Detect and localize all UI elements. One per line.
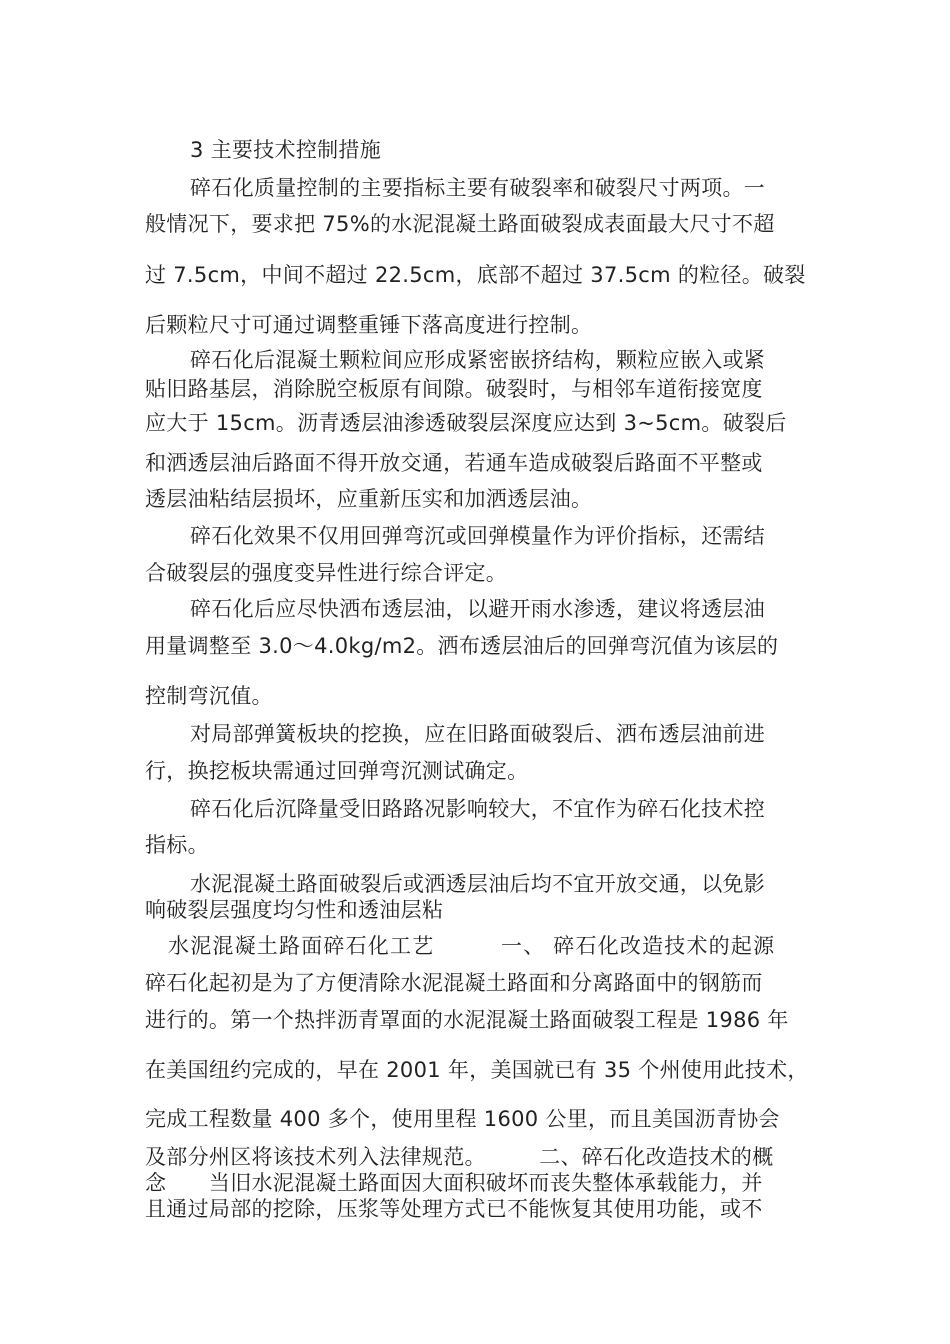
text-line: 透层油粘结层损坏，应重新压实和加洒透层油。 (145, 487, 593, 511)
text-line: 贴旧路基层，消除脱空板原有间隙。破裂时，与相邻车道衔接宽度 (145, 377, 763, 401)
section-heading: 3 主要技术控制措施 (190, 138, 382, 162)
text-line: 般情况下，要求把 75%的水泥混凝土路面破裂成表面最大尺寸不超 (145, 212, 775, 236)
text-line: 指标。 (145, 833, 209, 857)
text-line: 碎石化后混凝土颗粒间应形成紧密嵌挤结构，颗粒应嵌入或紧 (190, 348, 766, 372)
text-line: 过 7.5cm，中间不超过 22.5cm，底部不超过 37.5cm 的粒径。破裂 (145, 263, 806, 287)
text-line: 和洒透层油后路面不得开放交通，若通车造成破裂后路面不平整或 (145, 451, 763, 475)
text-line: 及部分州区将该技术列入法律规范。 二、碎石化改造技术的概 (145, 1145, 774, 1169)
text-line: 进行的。第一个热拌沥青罩面的水泥混凝土路面破裂工程是 1986 年 (145, 1008, 789, 1032)
text-line: 行，换挖板块需通过回弹弯沉测试确定。 (145, 759, 529, 783)
text-line: 碎石化起初是为了方便清除水泥混凝土路面和分离路面中的钢筋而 (145, 971, 763, 995)
text-line: 应大于 15cm。沥青透层油渗透破裂层深度应达到 3~5cm。破裂后 (145, 411, 787, 435)
text-line: 碎石化后沉降量受旧路路况影响较大，不宜作为碎石化技术控 (190, 797, 766, 821)
text-line: 响破裂层强度均匀性和透油层粘 (145, 898, 444, 922)
text-line: 对局部弹簧板块的挖换，应在旧路面破裂后、洒布透层油前进 (190, 722, 766, 746)
text-line: 水泥混凝土路面破裂后或洒透层油后均不宜开放交通，以免影 (190, 872, 766, 896)
text-line: 碎石化效果不仅用回弹弯沉或回弹模量作为评价指标，还需结 (190, 524, 766, 548)
text-line: 用量调整至 3.0～4.0kg/m2。洒布透层油后的回弹弯沉值为该层的 (145, 634, 779, 658)
text-line: 合破裂层的强度变异性进行综合评定。 (145, 561, 508, 585)
text-line: 完成工程数量 400 多个，使用里程 1600 公里，而且美国沥青协会 (145, 1107, 780, 1131)
text-line: 控制弯沉值。 (145, 684, 273, 708)
text-line: 念 当旧水泥混凝土路面因大面积破坏而丧失整体承载能力，并 (145, 1171, 763, 1195)
text-line: 碎石化质量控制的主要指标主要有破裂率和破裂尺寸两项。一 (190, 176, 766, 200)
text-line: 后颗粒尺寸可通过调整重锤下落高度进行控制。 (145, 313, 593, 337)
text-line: 在美国纽约完成的，早在 2001 年，美国就已有 35 个州使用此技术， (145, 1058, 809, 1082)
text-line: 且通过局部的挖除，压浆等处理方式已不能恢复其使用功能，或不 (145, 1197, 763, 1221)
text-line: 水泥混凝土路面碎石化工艺 一、 碎石化改造技术的起源 (168, 934, 776, 958)
text-line: 碎石化后应尽快洒布透层油，以避开雨水渗透，建议将透层油 (190, 597, 766, 621)
